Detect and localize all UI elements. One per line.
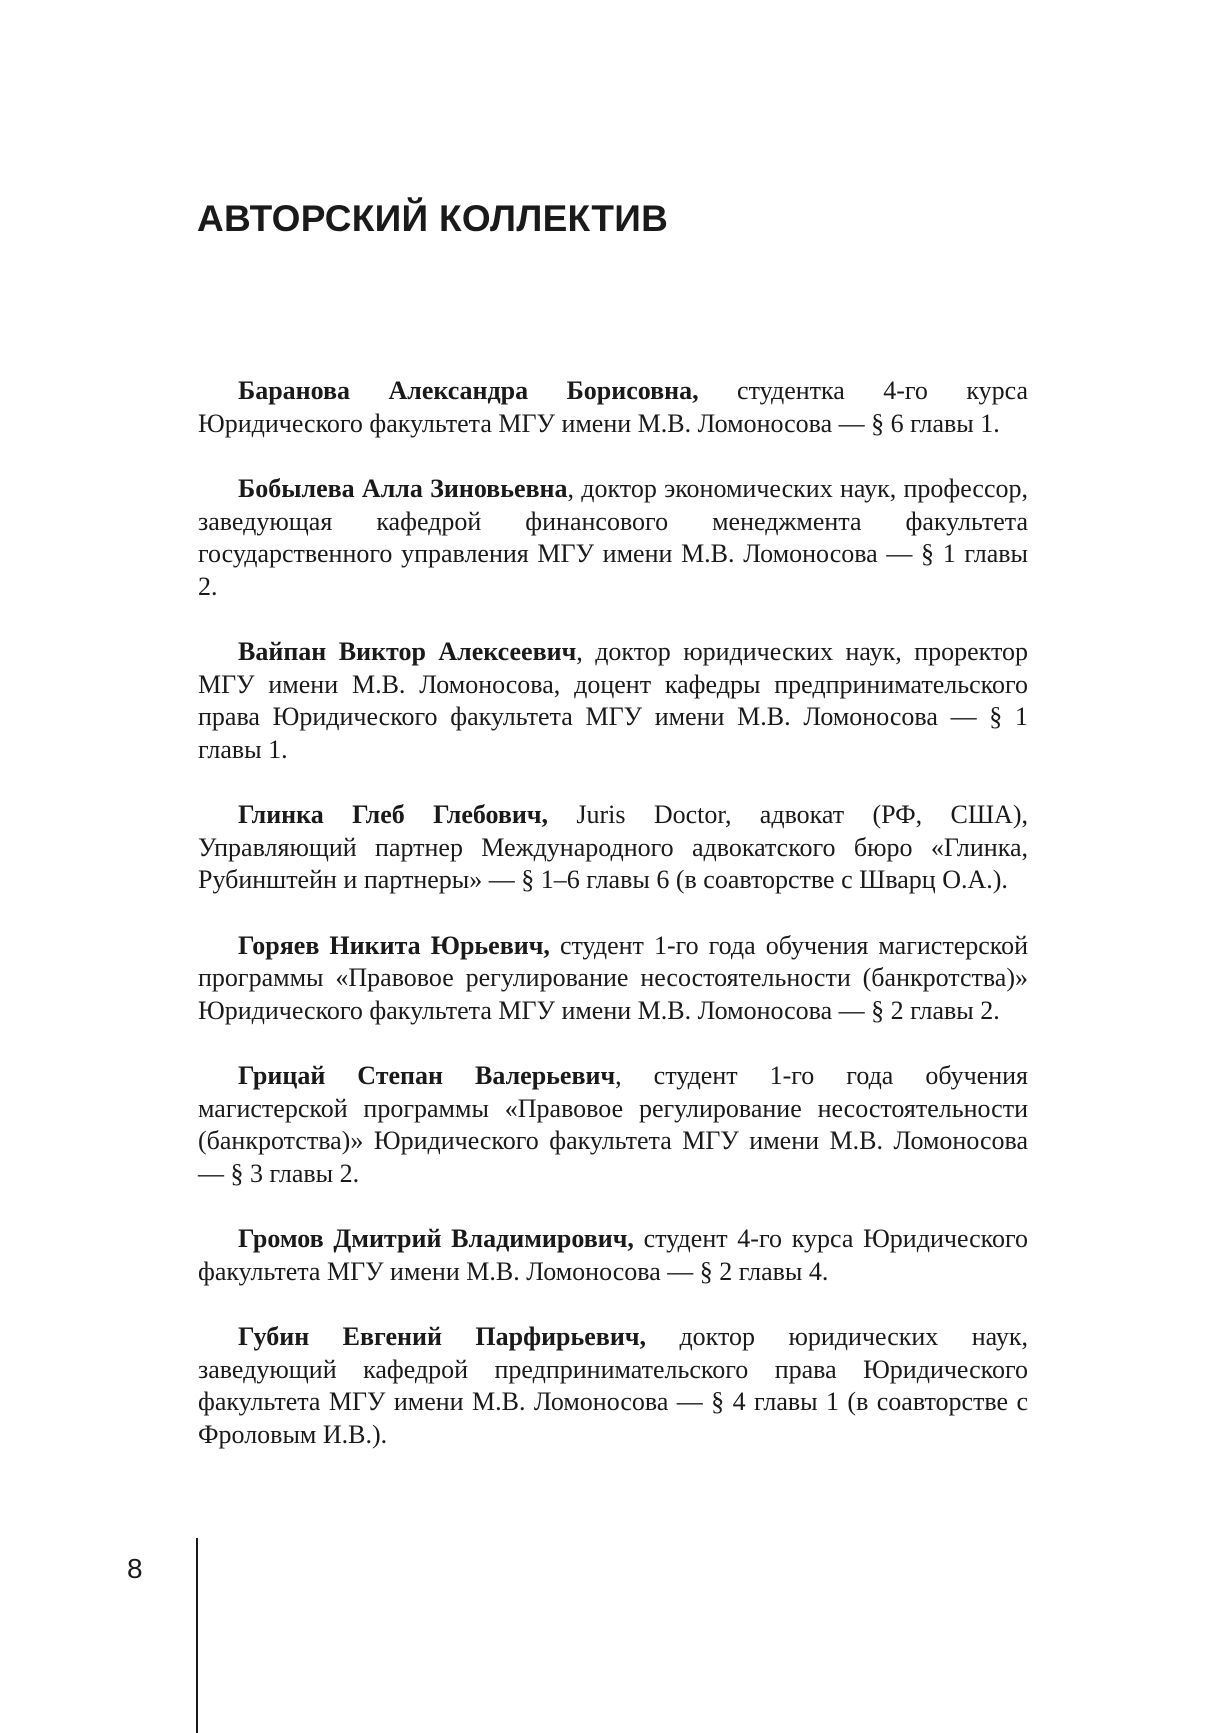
author-name: Громов Дмитрий Владимирович, [238, 1224, 634, 1253]
author-name: Горяев Никита Юрьевич, [238, 930, 550, 960]
author-name: Губин Евгений Парфирьевич, [238, 1322, 646, 1351]
author-entry [198, 1223, 1028, 1288]
page-number: 8 [127, 1553, 143, 1584]
author-description: доктор юридических наук, заведующий кафедрой предпринимательского права Юридического факультета МГУ имени М.В. Ломоносова — § 4 главы 1 (в соавторстве с Фроловым И.В.). [198, 1322, 1028, 1449]
author-name: Глинка Глеб Глебович, [238, 800, 549, 829]
author-name: Баранова Александра Борисовна, [238, 376, 699, 405]
author-name: Грицай Степан Валерьевич [238, 1061, 616, 1090]
author-description: студент 4-го курса Юридического факультета МГУ имени М.В. Ломоносова — § 2 главы 4. [198, 1224, 1028, 1286]
author-description: , доктор юридических наук, проректор МГУ имени М.В. Ломоносова, доцент кафедры предпринимательского права Юридического факультета МГУ имени М.В. Ломоносова — § 1 главы 1. [198, 637, 1028, 764]
author-entry [198, 1321, 1028, 1451]
author-entry [198, 930, 1028, 1028]
author-description: , доктор экономических наук, профессор, заведующая кафедрой финансового менеджмента факультета государственного управления МГУ имени М.В. Ломоносова — § 1 главы 2. [198, 474, 1029, 601]
author-entry [198, 799, 1028, 897]
author-entry [198, 636, 1028, 766]
author-description: Juris Doctor, адвокат (РФ, США), Управляющий партнер Международного адвокатского бюро «Глинка, Рубинштейн и партнеры» — § 1–6 главы 6 (в соавторстве с Шварц О.А.). [198, 800, 1028, 894]
author-name: Вайпан Виктор Алексеевич [238, 637, 577, 666]
page-heading: АВТОРСКИЙ КОЛЛЕКТИВ [197, 198, 669, 239]
author-description: студент 1-го года обучения магистерской программы «Правовое регулирование несостоятельности (банкротства)» Юридического факультета МГУ имени М.В. Ломоносова — § 2 главы 2. [198, 930, 1029, 1025]
margin-rule [196, 1538, 198, 1733]
author-description: студентка 4-го курса Юридического факультета МГУ имени М.В. Ломоносова — § 6 главы 1. [198, 376, 1028, 438]
author-entry [198, 375, 1028, 440]
author-entry [198, 1060, 1028, 1190]
author-description: , студент 1-го года обучения магистерской программы «Правовое регулирование несостоятельности (банкротства)» Юридического факультета МГУ имени М.В. Ломоносова — § 3 главы 2. [198, 1061, 1028, 1188]
author-entry [198, 473, 1028, 603]
author-list [198, 375, 1028, 1484]
author-name: Бобылева Алла Зиновьевна [238, 474, 568, 503]
